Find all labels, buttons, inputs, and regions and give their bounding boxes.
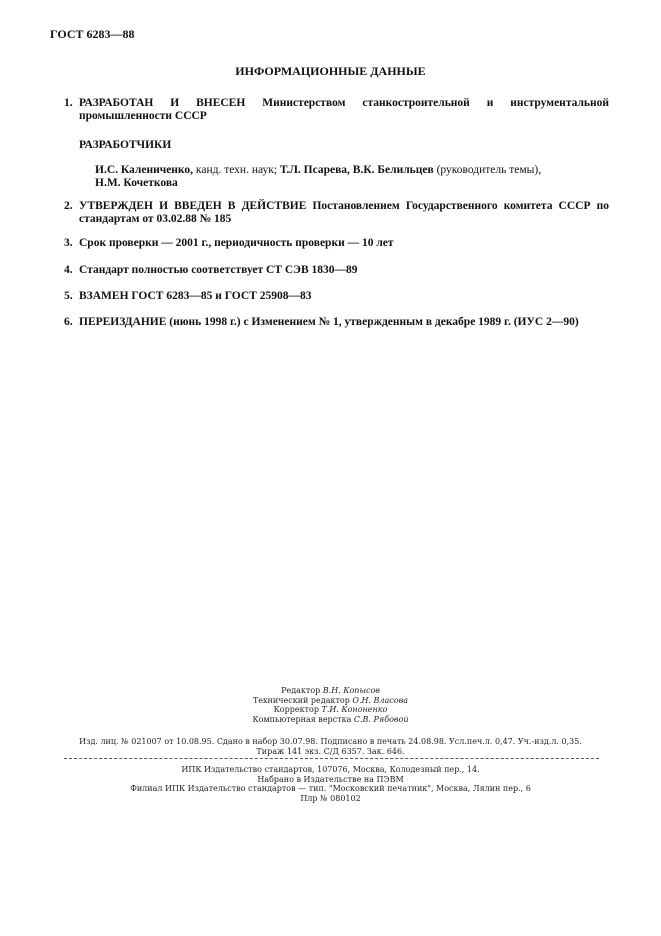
item-text: УТВЕРЖДЕН И ВВЕДЕН В ДЕЙСТВИЕ Постановлением Государственного комитета СССР по стандартам от 03.02.88 № 185 [79,200,609,225]
publisher-info [0,765,661,803]
item-text: Стандарт полностью соответствует СТ СЭВ 1830—89 [79,264,358,276]
credit-line: Корректор Т.И. Кононенко [273,705,388,714]
info-item-5 [64,290,609,303]
publication-line-2: Тираж 141 экз. С/Д 6357. Зак. 646. [256,746,405,756]
document-code: ГОСТ 6283—88 [50,27,135,41]
item-number: 1. [64,97,73,109]
item-number: 3. [64,237,73,249]
credits-block [0,686,661,724]
developer-names: Т.Л. Псарева, В.К. Белильцев [279,164,434,176]
developer-name: И.С. Калениченко, [95,164,194,176]
item-text: ВЗАМЕН ГОСТ 6283—85 и ГОСТ 25908—83 [79,290,312,302]
info-item-6 [64,316,609,329]
info-item-1 [64,97,609,123]
publication-info [0,737,661,756]
info-item-3 [64,237,609,250]
page-title: ИНФОРМАЦИОННЫЕ ДАННЫЕ [235,64,426,78]
info-item-4 [64,264,609,277]
publisher-line-4: Плр № 080102 [300,793,361,803]
credit-line: Компьютерная верстка С.В. Рябовой [252,714,409,724]
publisher-line-2: Набрано в Издательстве на ПЭВМ [257,774,404,784]
publisher-line-1: ИПК Издательство стандартов, 107076, Москва, Колодезный пер., 14. [181,765,480,774]
developer-role: (руководитель темы), [433,164,542,176]
item-text: Срок проверки — 2001 г., периодичность проверки — 10 лет [79,237,394,249]
publication-line-1: Изд. лиц. № 021007 от 10.08.95. Сдано в набор 30.07.98. Подписано в печать 24.08.98. Усл.печ.л. 0,47. Уч.-изд.л. 0,35. [79,737,582,746]
credit-line: Редактор В.Н. Копысов [281,686,380,695]
item-number: 2. [64,200,73,212]
item-text: РАЗРАБОТАН И ВНЕСЕН Министерством станкостроительной и инструментальной промышленности СССР [79,97,609,122]
item-number: 5. [64,290,73,302]
developer-name: Н.М. Кочеткова [95,177,178,189]
developer-degree: канд. техн. наук; [193,164,280,176]
info-item-2 [64,200,609,226]
divider [64,758,599,759]
developers-heading: РАЗРАБОТЧИКИ [79,139,172,151]
item-text: ПЕРЕИЗДАНИЕ (июнь 1998 г.) с Изменением № 1, утвержденным в декабре 1989 г. (ИУС 2—90) [79,316,579,328]
publisher-line-3: Филиал ИПК Издательство стандартов — тип. "Московский печатник", Москва, Лялин пер., 6 [130,784,531,793]
credit-line: Технический редактор О.Н. Власова [252,695,409,705]
item-number: 4. [64,264,73,276]
item-number: 6. [64,316,73,328]
developers-list [95,164,610,190]
